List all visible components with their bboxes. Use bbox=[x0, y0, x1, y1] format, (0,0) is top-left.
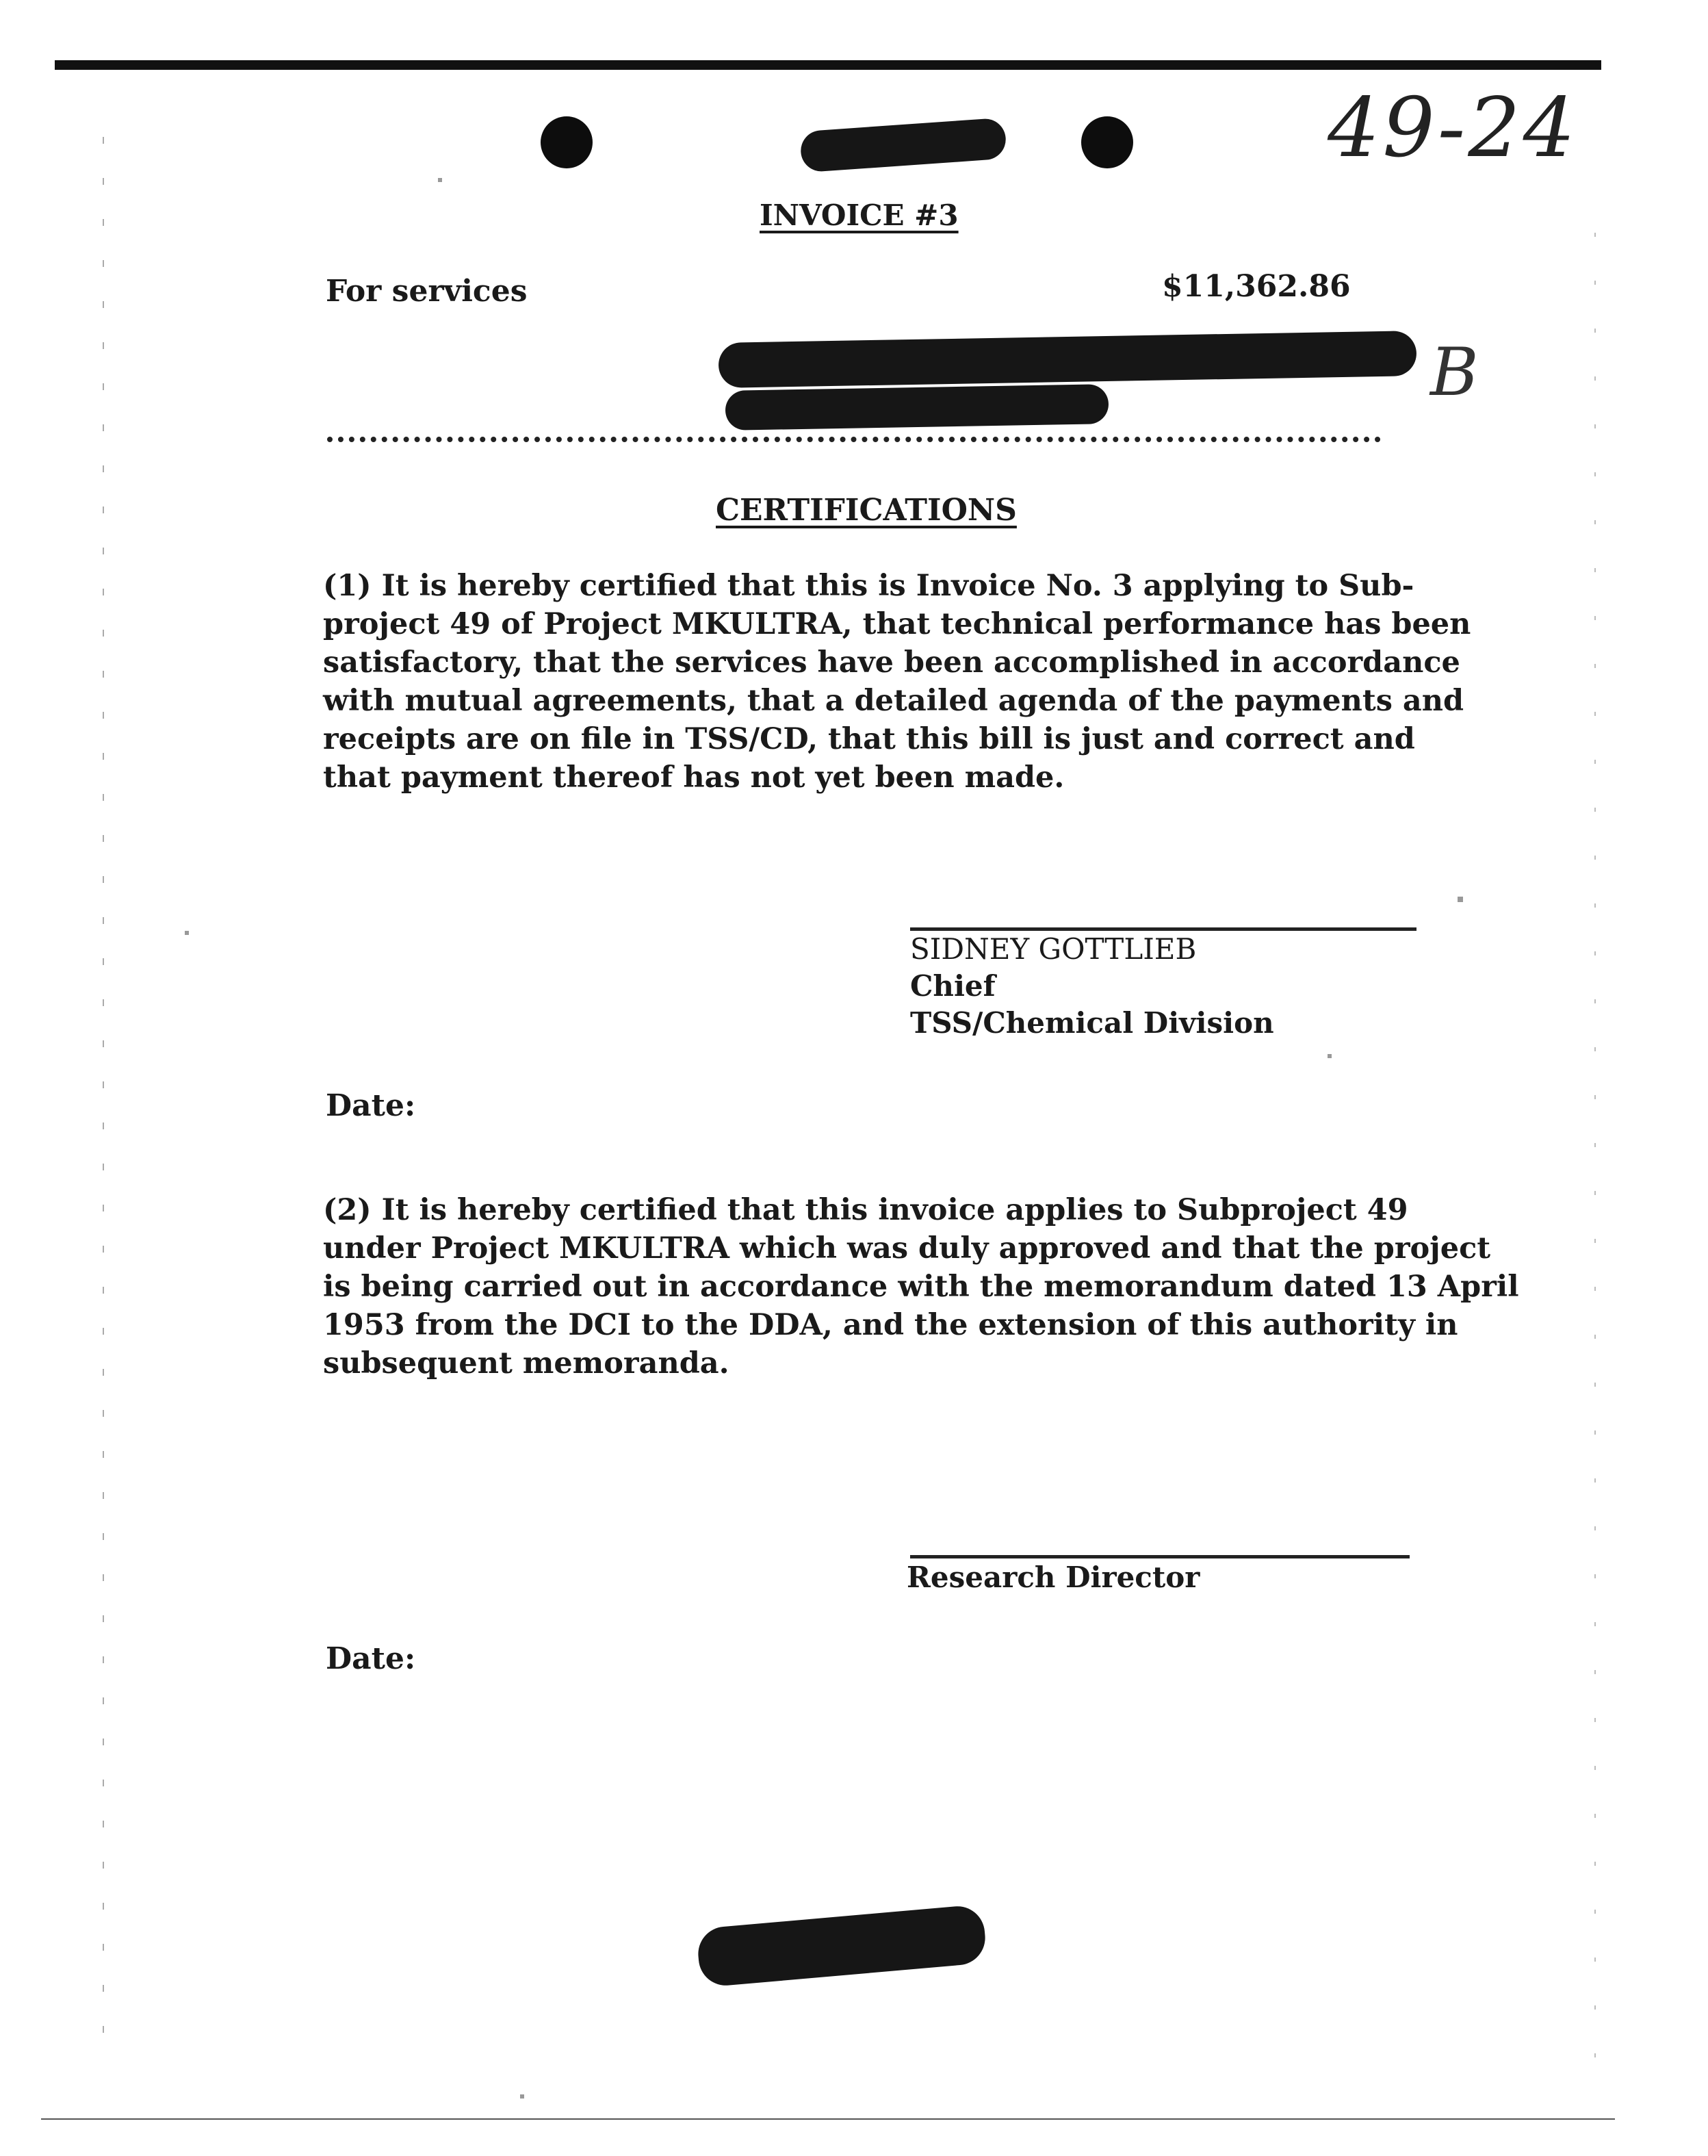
handwritten-number: 49-24 bbox=[1328, 81, 1578, 176]
signature-line-1 bbox=[910, 927, 1416, 931]
scan-speck bbox=[1328, 1054, 1332, 1058]
cert2-line: 1953 from the DCI to the DDA, and the extension of this authority in bbox=[323, 1308, 1458, 1342]
scan-speck bbox=[185, 931, 189, 935]
redaction-top bbox=[799, 118, 1007, 173]
punch-hole-right bbox=[1081, 116, 1133, 168]
cert1-line: project 49 of Project MKULTRA, that technical performance has been bbox=[323, 607, 1471, 641]
certifications-heading: CERTIFICATIONS bbox=[716, 493, 1017, 528]
cert1-line: receipts are on file in TSS/CD, that this bill is just and correct and bbox=[323, 722, 1415, 756]
scan-bottom-edge bbox=[41, 2118, 1615, 2120]
services-label: For services bbox=[326, 274, 528, 309]
cert1-line: that payment thereof has not yet been made. bbox=[323, 760, 1065, 795]
right-margin-marks bbox=[1594, 233, 1596, 2081]
signature-line-2 bbox=[910, 1555, 1410, 1558]
punch-hole-left bbox=[541, 116, 593, 168]
scan-speck bbox=[438, 178, 442, 182]
redaction-line-1 bbox=[719, 331, 1417, 388]
date-label-1: Date: bbox=[326, 1088, 416, 1123]
cert2-line: subsequent memoranda. bbox=[323, 1346, 729, 1381]
services-amount: $11,362.86 bbox=[1162, 269, 1351, 304]
scan-speck bbox=[520, 2094, 524, 2099]
cert1-line: satisfactory, that the services have been accomplished in accordance bbox=[323, 645, 1460, 680]
signer2-title: Research Director bbox=[907, 1561, 1200, 1594]
scan-speck bbox=[1458, 897, 1463, 902]
cert2-line: under Project MKULTRA which was duly approved and that the project bbox=[323, 1231, 1491, 1266]
handwritten-mark: B bbox=[1430, 334, 1479, 411]
cert1-line: with mutual agreements, that a detailed agenda of the payments and bbox=[323, 684, 1464, 718]
signer1-division: TSS/Chemical Division bbox=[910, 1006, 1274, 1040]
cert1-line: (1) It is hereby certified that this is Invoice No. 3 applying to Sub- bbox=[323, 569, 1414, 603]
redaction-bottom bbox=[696, 1904, 987, 1988]
separator-rule bbox=[327, 437, 1381, 442]
date-label-2: Date: bbox=[326, 1641, 416, 1676]
invoice-title: INVOICE #3 bbox=[760, 198, 959, 232]
signer1-name: SIDNEY GOTTLIEB bbox=[910, 932, 1197, 966]
cert2-line: (2) It is hereby certified that this invoice applies to Subproject 49 bbox=[323, 1193, 1408, 1227]
scan-edge-bar bbox=[55, 60, 1601, 70]
signer1-title: Chief bbox=[910, 969, 996, 1003]
left-margin-marks bbox=[103, 137, 104, 2053]
certification-2 bbox=[323, 1191, 1519, 1383]
redaction-line-2 bbox=[725, 384, 1109, 431]
certification-1 bbox=[323, 567, 1471, 797]
cert2-line: is being carried out in accordance with the memorandum dated 13 April bbox=[323, 1270, 1519, 1304]
